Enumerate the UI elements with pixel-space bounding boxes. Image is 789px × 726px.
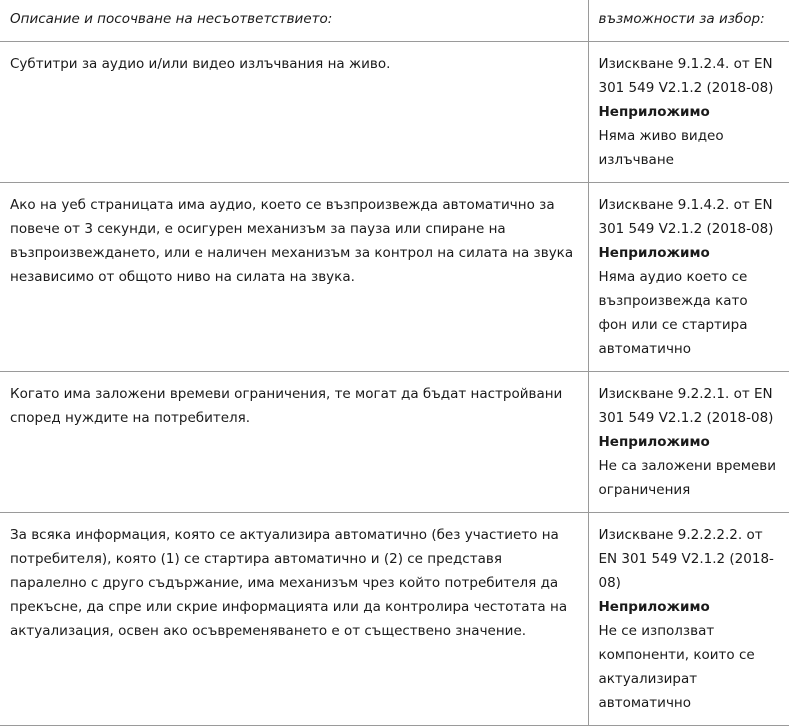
row-description: Когато има заложени времеви ограничения, те могат да бъдат настройвани според нуждите на потребителя. <box>10 385 563 426</box>
row-options-cell <box>588 371 789 512</box>
table-header <box>0 0 789 41</box>
table-row <box>0 512 789 725</box>
row-status: Неприложимо <box>598 244 710 261</box>
row-reason: Не са заложени времеви ограничения <box>598 457 776 498</box>
row-reason: Няма живо видео излъчване <box>598 127 724 168</box>
row-description-cell <box>0 512 588 725</box>
table-row <box>0 182 789 371</box>
row-requirement: Изискване 9.1.2.4. от EN 301 549 V2.1.2 (2018-08) <box>598 55 774 96</box>
row-description: Ако на уеб страницата има аудио, което се възпроизвежда автоматично за повече от 3 секунди, е осигурен механизъм за пауза или спиране на възпроизвеждането, или е наличен механизъм за контрол на силата на звука независимо от общото ниво на силата на звука. <box>10 196 574 285</box>
row-description: За всяка информация, която се актуализира автоматично (без участието на потребителя), която (1) се стартира автоматично и (2) се представя паралелно с друго съдържание, има механизъм чрез който потребителя да прекъсне, да спре или скрие информацията или да контролира честотата на актуализация, освен ако осъвременяването е от съществено значение. <box>10 526 568 639</box>
row-requirement: Изискване 9.1.4.2. от EN 301 549 V2.1.2 (2018-08) <box>598 196 774 237</box>
row-reason: Няма аудио което се възпроизвежда като фон или се стартира автоматично <box>598 268 748 357</box>
row-status: Неприложимо <box>598 103 710 120</box>
table-row <box>0 371 789 512</box>
row-description-cell <box>0 41 588 182</box>
table-body <box>0 41 789 725</box>
header-row <box>0 0 789 41</box>
row-description-cell <box>0 182 588 371</box>
row-requirement: Изискване 9.2.2.2.2. от EN 301 549 V2.1.2 (2018-08) <box>598 526 774 591</box>
row-options-cell <box>588 512 789 725</box>
row-options-cell <box>588 41 789 182</box>
row-description: Субтитри за аудио и/или видео излъчвания на живо. <box>10 55 391 72</box>
row-options-cell <box>588 182 789 371</box>
row-reason: Не се използват компоненти, които се актуализират автоматично <box>598 622 755 711</box>
row-status: Неприложимо <box>598 433 710 450</box>
row-status: Неприложимо <box>598 598 710 615</box>
row-description-cell <box>0 371 588 512</box>
header-options: възможности за избор: <box>588 0 789 41</box>
row-requirement: Изискване 9.2.2.1. от EN 301 549 V2.1.2 (2018-08) <box>598 385 774 426</box>
table-row <box>0 41 789 182</box>
header-description: Описание и посочване на несъответствието: <box>0 0 588 41</box>
